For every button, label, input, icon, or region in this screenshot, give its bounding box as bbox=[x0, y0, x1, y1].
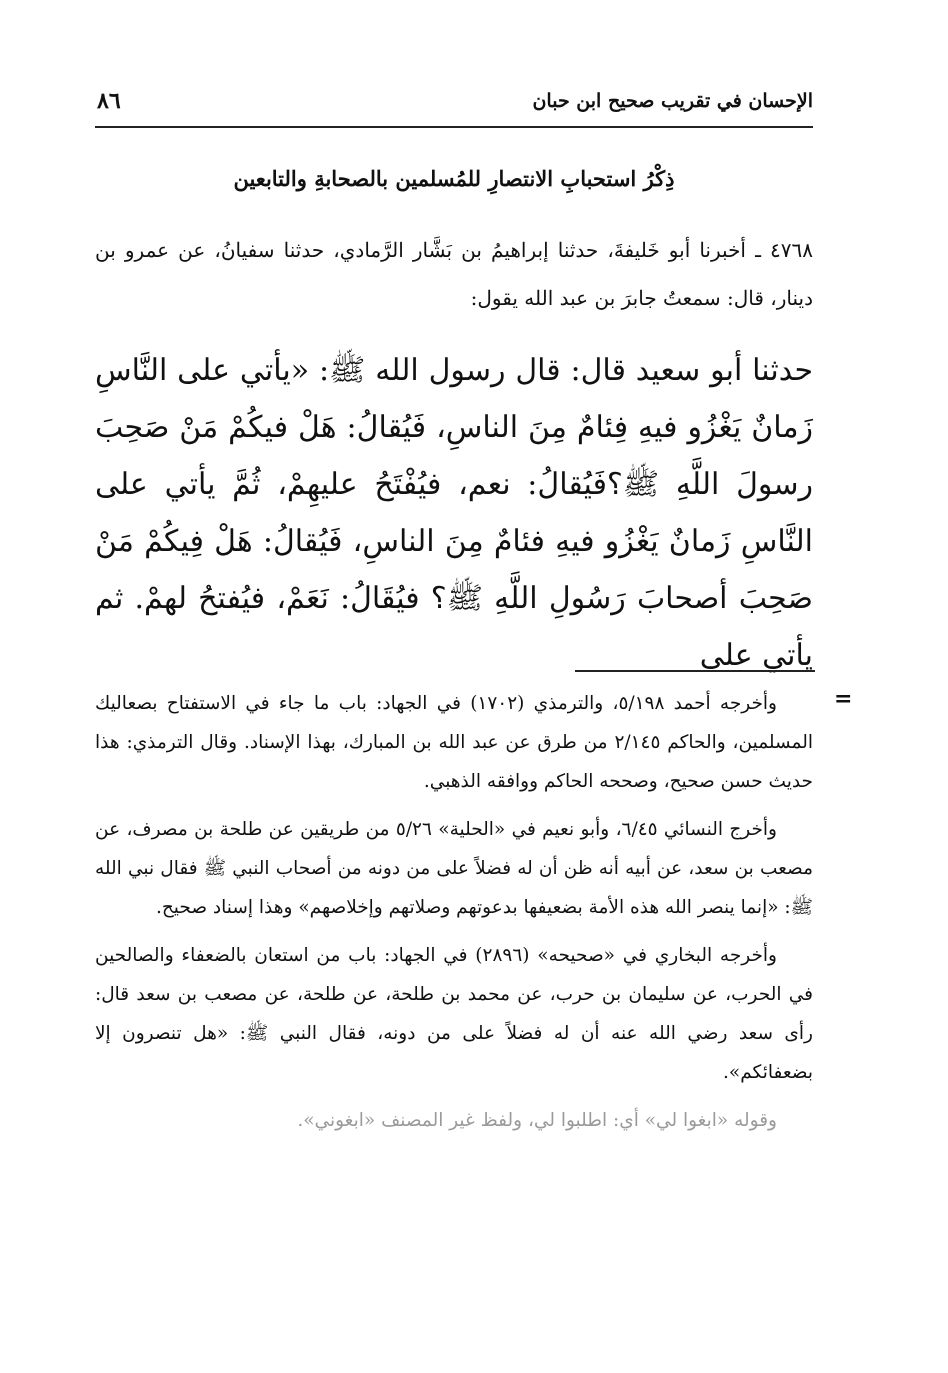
hadith-intro-text: ٤٧٦٨ ـ أخبرنا أبو خَليفةَ، حدثنا إبراهيمُ بن بَشَّار الرَّمادي، حدثنا سفيانُ، عن عمرو بن دينار، قال: سمعتُ جابرَ بن عبد الله يقول: bbox=[95, 238, 813, 310]
running-title: الإحسان في تقريب صحيح ابن حبان bbox=[532, 90, 813, 112]
footnote-paragraph: وأخرجه أحمد ٥/١٩٨، والترمذي (١٧٠٢) في الجهاد: باب ما جاء في الاستفتاح بصعاليك المسلمين، والحاكم ٢/١٤٥ من طرق عن عبد الله بن المبارك، بهذا الإسناد. وقال الترمذي: هذا حديث حسن صحيح، وصححه الحاكم ووافقه الذهبي. bbox=[95, 693, 813, 792]
page-number: ٨٦ bbox=[97, 88, 121, 114]
continuation-mark: = bbox=[834, 686, 853, 712]
page-header bbox=[95, 86, 813, 128]
footnote-paragraph: وأخرجه البخاري في «صحيحه» (٢٨٩٦) في الجهاد: باب من استعان بالضعفاء والصالحين في الحرب، عن سليمان بن حرب، عن محمد بن طلحة، عن طلحة، عن مصعب بن سعد قال: رأى سعد رضي الله عنه أن له فضلاً على من دونه، فقال النبي ﷺ: «هل تنصرون إلا بضعفائكم». bbox=[95, 945, 813, 1083]
hadith-matn bbox=[95, 342, 813, 684]
hadith-body-text: حدثنا أبو سعيد قال: قال رسول الله ﷺ: «يأتي على النَّاسِ زَمانٌ يَغْزُو فيهِ فِئامٌ مِنَ الناسِ، فَيُقالُ: هَلْ فيكُمْ مَنْ صَحِبَ رسولَ اللَّهِ ﷺ؟فَيُقالُ: نعم، فيُفْتَحُ عليهِمْ، ثُمَّ يأتي على النَّاسِ زَمانٌ يَغْزُو فيهِ فئامٌ مِنَ الناسِ، فَيُقالُ: هَلْ فِيكُمْ مَنْ صَحِبَ أصحابَ رَسُولِ اللَّهِ ﷺ؟ فيُقَالُ: نَعَمْ، فيُفتحُ لهمْ. ثم يأتي على bbox=[95, 353, 813, 673]
footnote-paragraph: وقوله «ابغوا لي» أي: اطلبوا لي، ولفظ غير المصنف «ابغوني». bbox=[297, 1110, 777, 1131]
hadith-isnad bbox=[95, 226, 813, 322]
footnote-separator bbox=[575, 670, 815, 672]
section-heading: ذِكْرُ استحبابِ الانتصارِ للمُسلمين بالصحابةِ والتابعين bbox=[233, 166, 675, 191]
footnote-paragraph: وأخرج النسائي ٦/٤٥، وأبو نعيم في «الحلية» ٥/٢٦ من طريقين عن طلحة بن مصرف، عن مصعب بن سعد، عن أبيه أنه ظن أن له فضلاً على من دونه من أصحاب النبي ﷺ فقال نبي الله ﷺ: «إنما ينصر الله هذه الأمة بضعيفها بدعوتهم وصلاتهم وإخلاصهم» وهذا إسناد صحيح. bbox=[95, 819, 813, 918]
footnotes bbox=[95, 684, 813, 1149]
